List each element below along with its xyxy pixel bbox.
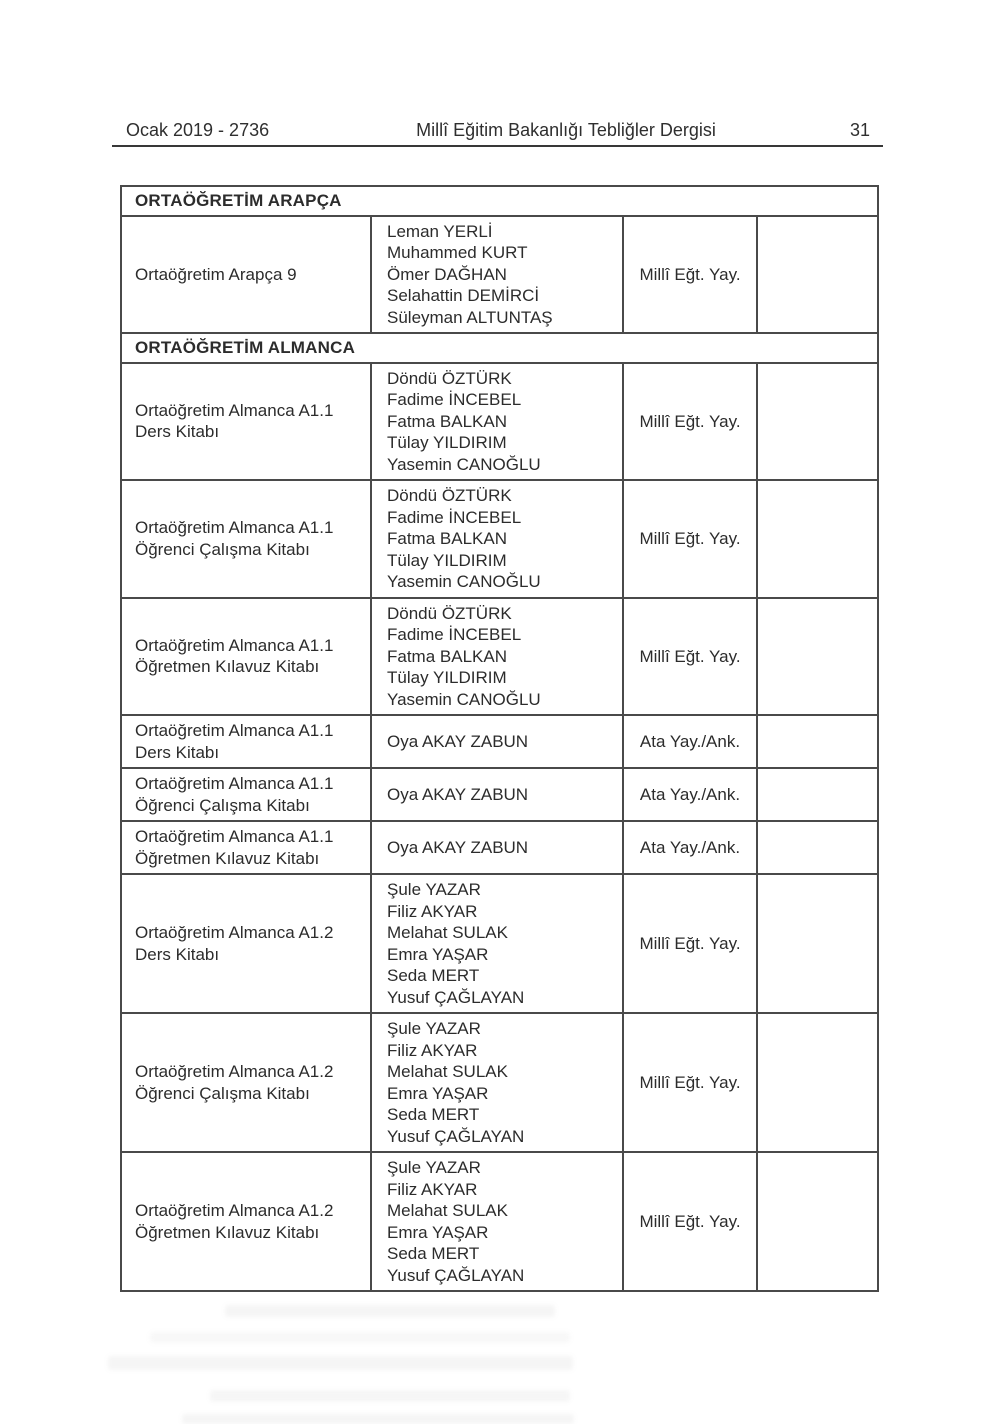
author-name: Seda MERT [387, 966, 480, 985]
header-rule [112, 145, 883, 147]
book-row [121, 1152, 878, 1291]
scan-artifact [182, 1414, 574, 1424]
authors-cell [371, 1152, 623, 1291]
author-name: Şule YAZAR [387, 1158, 481, 1177]
author-name: Fatma BALKAN [387, 411, 507, 431]
book-title-line: Ortaöğretim Almanca A1.2 [135, 1201, 334, 1220]
publisher-cell: Millî Eğt. Yay. [623, 216, 757, 334]
author-name: Leman YERLİ [387, 221, 493, 241]
authors-cell [371, 821, 623, 874]
author-name: Döndü ÖZTÜRK [387, 486, 512, 505]
book-title-cell [121, 768, 371, 821]
author-name: Yusuf ÇAĞLAYAN [387, 1265, 525, 1285]
book-title-line: Ortaöğretim Almanca A1.1 [135, 635, 334, 655]
author-name: Filiz AKYAR [387, 1179, 478, 1199]
section-title: ORTAÖĞRETİM ALMANCA [121, 333, 878, 363]
note-cell [757, 1013, 878, 1152]
book-title-line: Ders Kitabı [135, 742, 220, 762]
publisher-cell: Millî Eğt. Yay. [623, 874, 757, 1013]
scan-artifact [150, 1332, 570, 1343]
author-name: Muhammed KURT [387, 243, 528, 262]
author-name: Oya AKAY ZABUN [387, 837, 529, 857]
author-name: Tülay YILDIRIM [387, 550, 507, 570]
section-header-row [121, 333, 878, 363]
book-title-line: Ortaöğretim Almanca A1.1 [135, 400, 334, 420]
author-name: Seda MERT [387, 1105, 480, 1124]
publisher-cell: Millî Eğt. Yay. [623, 598, 757, 716]
publisher-cell: Millî Eğt. Yay. [623, 480, 757, 598]
book-title-line: Ortaöğretim Almanca A1.2 [135, 923, 334, 942]
author-name: Melahat SULAK [387, 923, 508, 942]
book-title-cell [121, 1013, 371, 1152]
note-cell [757, 598, 878, 716]
book-title-cell [121, 821, 371, 874]
author-name: Ömer DAĞHAN [387, 264, 507, 284]
book-row [121, 216, 878, 334]
scan-artifact [225, 1305, 555, 1317]
author-name: Oya AKAY ZABUN [387, 784, 529, 804]
book-title-line: Öğrenci Çalışma Kitabı [135, 1083, 310, 1103]
scan-artifact [108, 1356, 573, 1370]
book-title-cell [121, 874, 371, 1013]
publisher-cell: Ata Yay./Ank. [623, 768, 757, 821]
book-title-line: Ortaöğretim Almanca A1.1 [135, 721, 334, 740]
author-name: Fadime İNCEBEL [387, 625, 522, 644]
author-name: Oya AKAY ZABUN [387, 731, 529, 751]
book-row [121, 874, 878, 1013]
authors-cell [371, 480, 623, 598]
publisher-cell: Millî Eğt. Yay. [623, 1013, 757, 1152]
book-title-line: Öğretmen Kılavuz Kitabı [135, 1222, 320, 1242]
author-name: Tülay YILDIRIM [387, 668, 507, 687]
book-title-line: Öğrenci Çalışma Kitabı [135, 795, 310, 815]
note-cell [757, 216, 878, 334]
book-title-line: Öğretmen Kılavuz Kitabı [135, 657, 320, 677]
authors-cell [371, 363, 623, 481]
book-title-cell [121, 363, 371, 481]
book-row [121, 715, 878, 768]
note-cell [757, 715, 878, 768]
author-name: Yasemin CANOĞLU [387, 454, 541, 474]
scan-artifact [210, 1390, 570, 1402]
authors-cell [371, 598, 623, 716]
note-cell [757, 1152, 878, 1291]
author-name: Seda MERT [387, 1244, 480, 1263]
author-name: Tülay YILDIRIM [387, 433, 507, 452]
author-name: Döndü ÖZTÜRK [387, 603, 512, 623]
book-title-line: Öğrenci Çalışma Kitabı [135, 539, 310, 559]
author-name: Fatma BALKAN [387, 646, 507, 666]
author-name: Döndü ÖZTÜRK [387, 368, 512, 388]
author-name: Fadime İNCEBEL [387, 507, 522, 527]
author-name: Yasemin CANOĞLU [387, 572, 541, 591]
book-row [121, 598, 878, 716]
author-name: Şule YAZAR [387, 1019, 481, 1038]
book-title-line: Ders Kitabı [135, 944, 220, 964]
author-name: Süleyman ALTUNTAŞ [387, 307, 553, 327]
author-name: Yasemin CANOĞLU [387, 689, 541, 709]
author-name: Şule YAZAR [387, 880, 481, 899]
book-title-cell [121, 598, 371, 716]
section-title: ORTAÖĞRETİM ARAPÇA [121, 186, 878, 216]
author-name: Emra YAŞAR [387, 1222, 489, 1242]
author-name: Emra YAŞAR [387, 944, 489, 964]
author-name: Emra YAŞAR [387, 1083, 489, 1103]
book-title-line: Ortaöğretim Almanca A1.1 [135, 827, 334, 846]
header-journal-title: Millî Eğitim Bakanlığı Tebliğler Dergisi [416, 120, 716, 140]
authors-cell [371, 1013, 623, 1152]
section-header-row [121, 186, 878, 216]
book-title-cell [121, 216, 371, 334]
book-row [121, 821, 878, 874]
note-cell [757, 768, 878, 821]
book-title-line: Ortaöğretim Almanca A1.2 [135, 1062, 334, 1081]
book-row [121, 480, 878, 598]
book-row [121, 363, 878, 481]
authors-cell [371, 768, 623, 821]
author-name: Yusuf ÇAĞLAYAN [387, 1126, 525, 1146]
author-name: Melahat SULAK [387, 1062, 508, 1081]
book-title-line: Ortaöğretim Arapça 9 [135, 264, 297, 284]
publisher-cell: Ata Yay./Ank. [623, 715, 757, 768]
book-row [121, 768, 878, 821]
book-title-cell [121, 480, 371, 598]
note-cell [757, 874, 878, 1013]
header-page-number: 31 [850, 120, 871, 140]
book-title-cell [121, 715, 371, 768]
header-issue-date: Ocak 2019 - 2736 [126, 120, 270, 140]
book-title-line: Öğretmen Kılavuz Kitabı [135, 848, 320, 868]
book-title-line: Ortaöğretim Almanca A1.1 [135, 518, 334, 538]
author-name: Melahat SULAK [387, 1201, 508, 1220]
author-name: Fadime İNCEBEL [387, 390, 522, 409]
publisher-cell: Millî Eğt. Yay. [623, 363, 757, 481]
book-title-cell [121, 1152, 371, 1291]
book-row [121, 1013, 878, 1152]
authors-cell [371, 715, 623, 768]
author-name: Yusuf ÇAĞLAYAN [387, 987, 525, 1007]
book-title-line: Ders Kitabı [135, 422, 220, 442]
author-name: Filiz AKYAR [387, 1040, 478, 1060]
book-title-line: Ortaöğretim Almanca A1.1 [135, 774, 334, 793]
publisher-cell: Millî Eğt. Yay. [623, 1152, 757, 1291]
authors-cell [371, 874, 623, 1013]
note-cell [757, 363, 878, 481]
author-name: Selahattin DEMİRCİ [387, 286, 540, 305]
note-cell [757, 821, 878, 874]
author-name: Filiz AKYAR [387, 901, 478, 921]
authors-cell [371, 216, 623, 334]
textbook-table [120, 185, 879, 1292]
author-name: Fatma BALKAN [387, 529, 507, 548]
note-cell [757, 480, 878, 598]
publisher-cell: Ata Yay./Ank. [623, 821, 757, 874]
